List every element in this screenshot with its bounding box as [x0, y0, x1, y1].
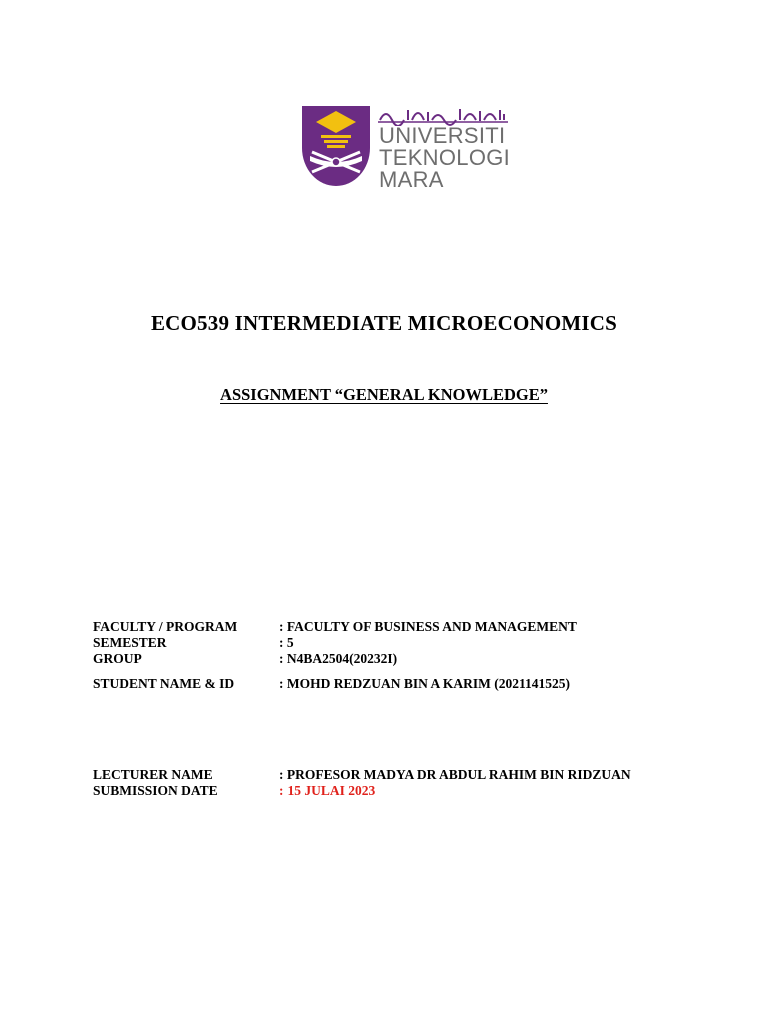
logo-line-3: MARA	[379, 167, 444, 192]
uitm-crest-icon	[300, 104, 372, 188]
logo-line-1: UNIVERSITI	[379, 123, 506, 148]
semester-value: : 5	[279, 635, 294, 650]
submission-label: SUBMISSION DATE	[93, 783, 218, 798]
faculty-value: : FACULTY OF BUSINESS AND MANAGEMENT	[279, 619, 577, 634]
lecturer-value: : PROFESOR MADYA DR ABDUL RAHIM BIN RIDZUAN	[279, 767, 631, 782]
semester-row	[93, 635, 577, 651]
lecturer-details	[93, 767, 631, 799]
student-label: STUDENT NAME & ID	[93, 676, 235, 691]
group-row	[93, 651, 577, 667]
faculty-label: FACULTY / PROGRAM	[93, 619, 238, 634]
faculty-row	[93, 619, 577, 635]
course-title: ECO539 INTERMEDIATE MICROECONOMICS	[150, 311, 618, 335]
group-value: : N4BA2504(20232I)	[279, 651, 398, 666]
student-details	[93, 676, 570, 692]
program-details	[93, 619, 577, 667]
assignment-title-wrap	[0, 385, 768, 405]
submission-colon: :	[279, 783, 284, 798]
submission-date: 15 JULAI 2023	[287, 783, 376, 798]
assignment-title: ASSIGNMENT “GENERAL KNOWLEDGE”	[220, 385, 548, 404]
lecturer-label: LECTURER NAME	[93, 767, 213, 782]
lecturer-row	[93, 767, 631, 783]
logo-line-2: TEKNOLOGI	[379, 145, 511, 170]
logo-wordmark	[379, 125, 510, 191]
group-label: GROUP	[93, 651, 142, 666]
student-row	[93, 676, 570, 692]
student-value: : MOHD REDZUAN BIN A KARIM (2021141525)	[279, 676, 571, 691]
uitm-logo	[300, 104, 510, 194]
submission-row	[93, 783, 631, 799]
semester-label: SEMESTER	[93, 635, 167, 650]
